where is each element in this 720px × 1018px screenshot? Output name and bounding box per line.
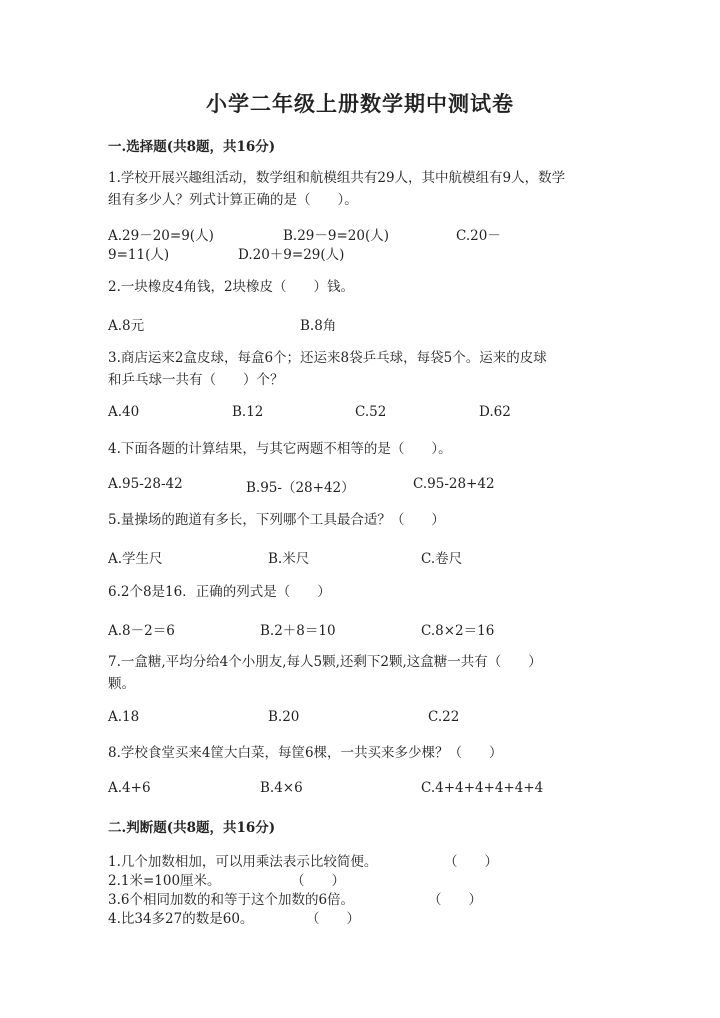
question-line: 5.量操场的跑道有多长，下列哪个工具最合适？（ ） [108, 512, 445, 528]
judgment-item [108, 907, 628, 927]
section-heading-judgment: 二.判断题(共8题，共16分) [108, 820, 276, 836]
option: A.4+6 [108, 780, 151, 796]
question-3-options [108, 404, 628, 424]
option: D.62 [479, 404, 511, 420]
judgment-text: 3.6个相同加数的和等于这个加数的6倍。 [108, 892, 355, 908]
question-4-options [108, 476, 628, 496]
answer-blank: （ ） [444, 854, 498, 870]
question-2-options [108, 314, 628, 334]
option: B.95-（28+42） [246, 480, 355, 496]
question-line: 8.学校食堂买来4筐大白菜，每筐6棵，一共买来多少棵？（ ） [108, 745, 503, 761]
question-3 [108, 347, 618, 391]
question-line: 2.一块橡皮4角钱，2块橡皮（ ）钱。 [108, 279, 355, 295]
question-1-options-row1 [108, 224, 628, 244]
option: C.4+4+4+4+4+4 [421, 780, 544, 796]
option: C.卷尺 [421, 551, 463, 567]
option: B.8角 [300, 318, 337, 334]
option: A.8－2＝6 [108, 623, 175, 639]
question-1 [108, 167, 618, 211]
judgment-item [108, 888, 628, 908]
option: B.12 [232, 404, 264, 420]
option: B.29－9=20(人) [283, 228, 390, 244]
answer-blank: （ ） [291, 873, 345, 889]
question-8-options [108, 780, 628, 800]
option: 9=11(人) [108, 247, 170, 263]
question-4 [108, 438, 618, 460]
option: C.95-28+42 [413, 476, 495, 492]
question-line: 和乒乓球一共有（ ）个？ [108, 372, 284, 388]
option: C.52 [355, 404, 387, 420]
judgment-item [108, 850, 628, 870]
question-line: 3.商店运来2盒皮球，每盒6个；还运来8袋乒乓球，每袋5个。运来的皮球 [108, 350, 547, 366]
section-heading-choice: 一.选择题(共8题，共16分) [108, 139, 276, 155]
option: B.2＋8＝10 [260, 623, 336, 639]
page-title: 小学二年级上册数学期中测试卷 [206, 91, 514, 116]
question-line: 6.2个8是16．正确的列式是（ ） [108, 584, 331, 600]
question-7 [108, 651, 618, 695]
question-8 [108, 742, 618, 764]
question-line: 颗。 [108, 676, 135, 692]
question-line: 组有多少人？列式计算正确的是（ ）。 [108, 192, 358, 208]
option: B.米尺 [268, 551, 310, 567]
option: B.4×6 [260, 780, 303, 796]
question-1-options-row2 [108, 243, 628, 263]
question-5-options [108, 547, 628, 567]
question-6 [108, 581, 618, 603]
judgment-item [108, 869, 628, 889]
question-7-options [108, 709, 628, 729]
option: A.18 [108, 709, 140, 725]
option: B.20 [268, 709, 300, 725]
option: A.29－20=9(人) [108, 228, 214, 244]
question-6-options [108, 619, 628, 639]
judgment-text: 4.比34多27的数是60。 [108, 911, 254, 927]
option: D.20＋9=29(人) [238, 247, 345, 263]
question-line: 1.学校开展兴趣组活动，数学组和航模组共有29人，其中航模组有9人，数学 [108, 170, 566, 186]
option: C.8×2＝16 [421, 623, 495, 639]
question-5 [108, 509, 618, 531]
question-line: 4.下面各题的计算结果，与其它两题不相等的是（ ）。 [108, 441, 452, 457]
judgment-text: 1.几个加数相加，可以用乘法表示比较简便。 [108, 854, 378, 870]
question-2 [108, 276, 618, 298]
question-line: 7.一盒糖,平均分给4个小朋友,每人5颗,还剩下2颗,这盒糖一共有（ ） [108, 654, 542, 670]
option: A.8元 [108, 318, 145, 334]
option: A.40 [108, 404, 140, 420]
answer-blank: （ ） [428, 892, 482, 908]
judgment-text: 2.1米=100厘米。 [108, 873, 221, 889]
option: C.20－ [456, 228, 501, 244]
option: C.22 [428, 709, 460, 725]
answer-blank: （ ） [306, 911, 360, 927]
option: A.95-28-42 [108, 476, 183, 492]
option: A.学生尺 [108, 551, 163, 567]
